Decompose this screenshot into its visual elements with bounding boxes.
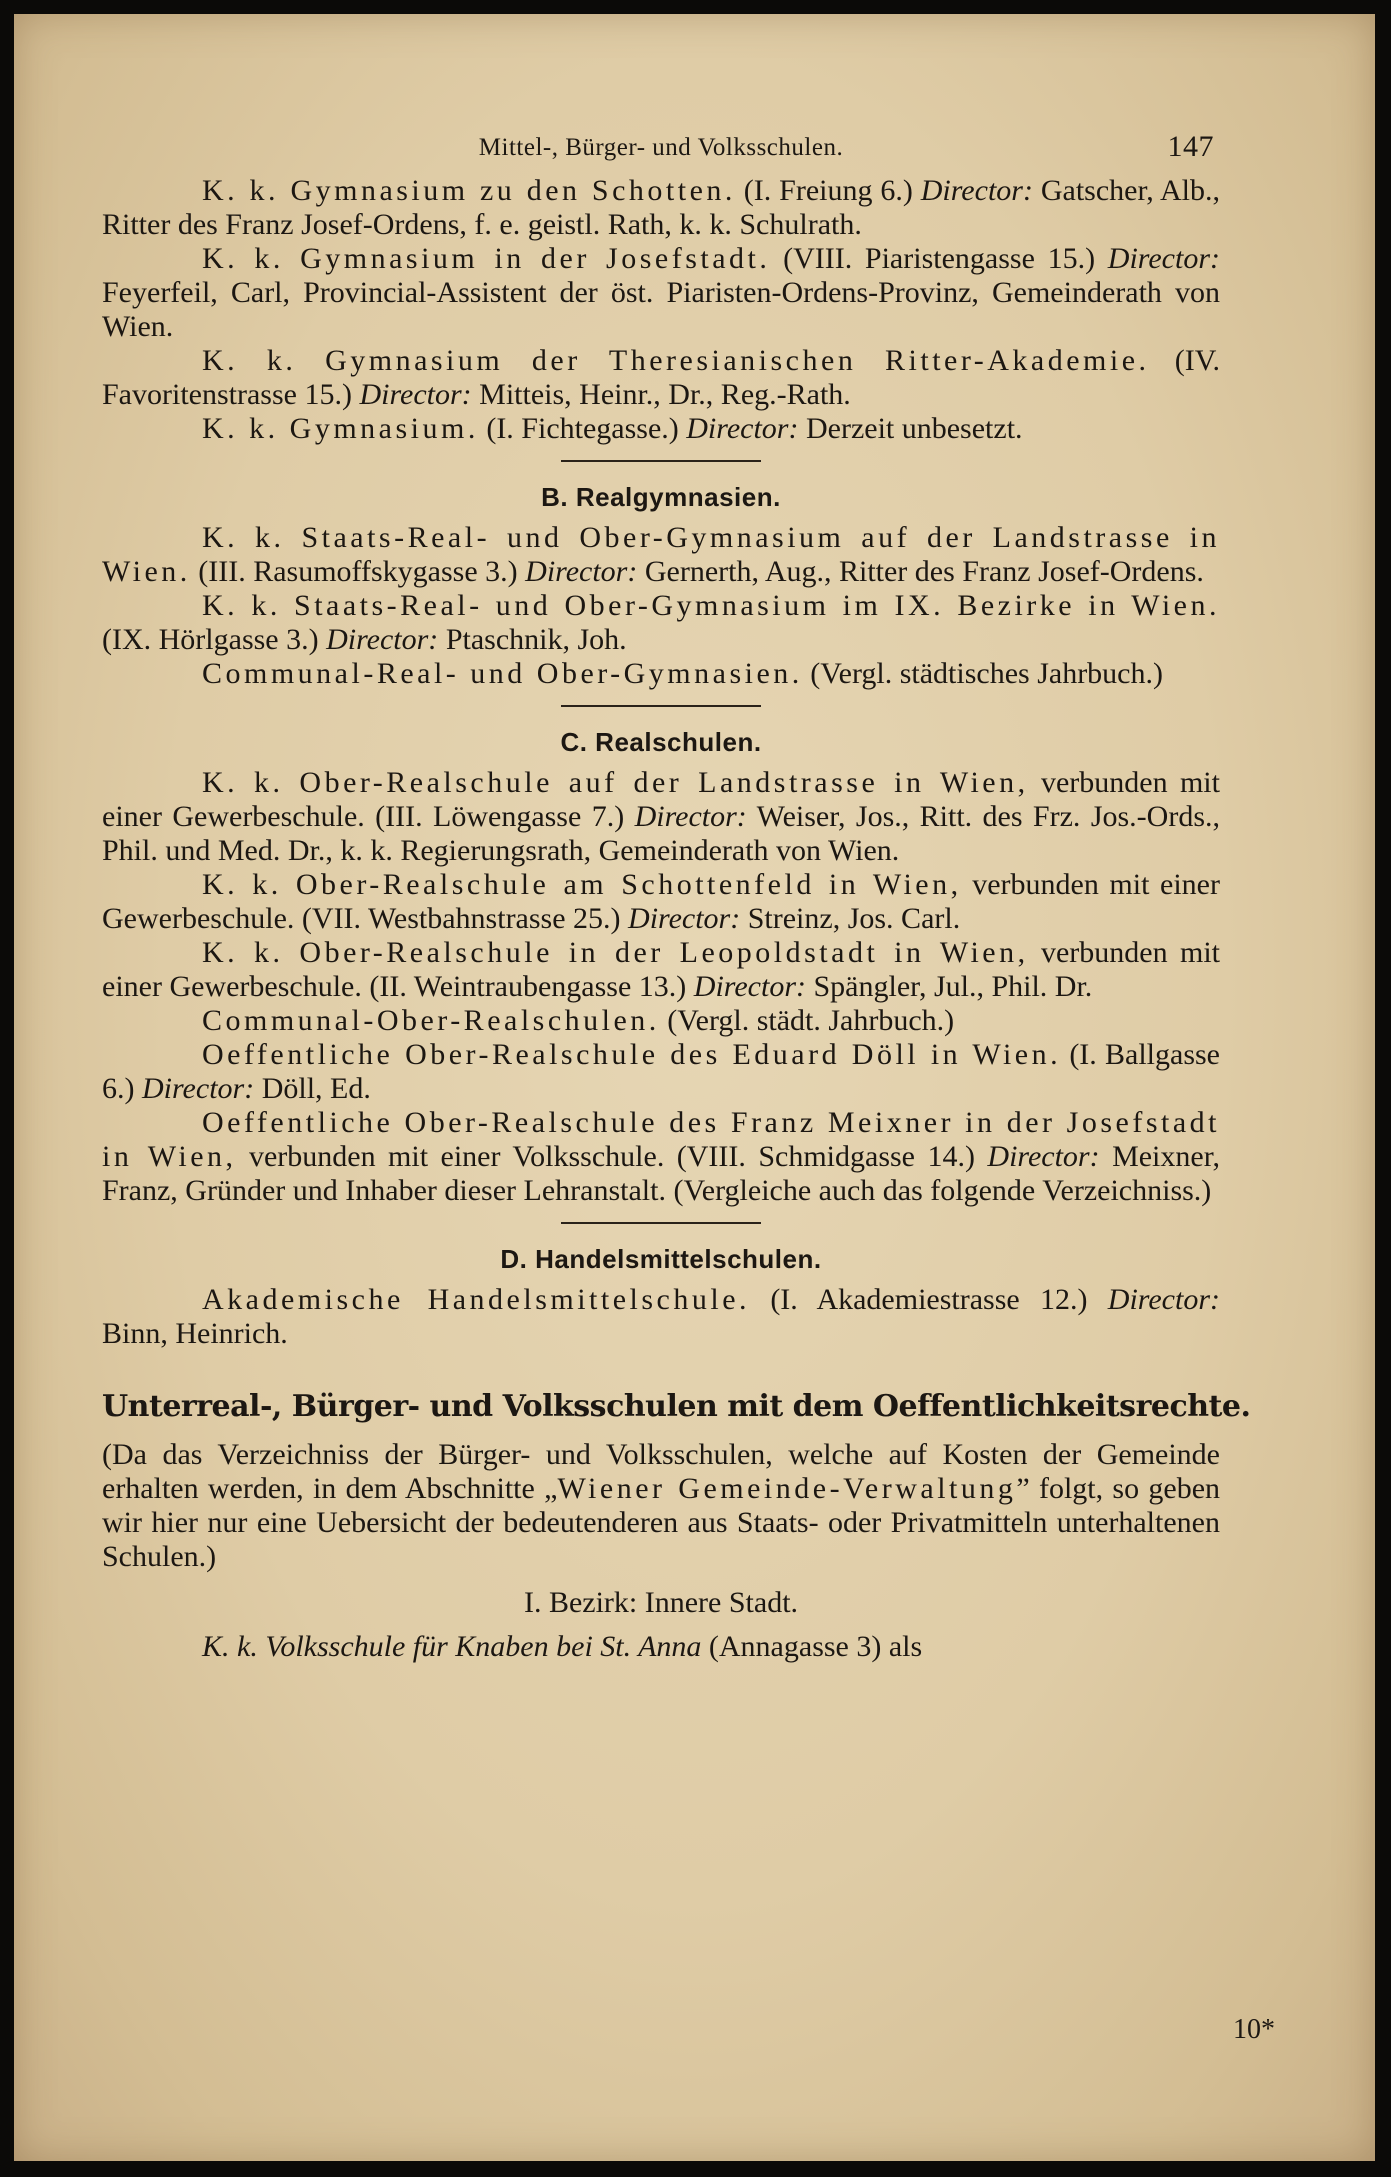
entry-realschule-doell: Oeffentliche Ober-Realschule des Eduard Döll in Wien. (I. Ballgasse 6.) Director: Döll, Ed. (102, 1038, 1220, 1105)
entry-gymnasium-fichtegasse: K. k. Gymnasium. (I. Fichtegasse.) Director: Derzeit unbesetzt. (202, 412, 1023, 445)
section-divider (561, 705, 761, 707)
district-heading: I. Bezirk: Innere Stadt. (523, 1586, 799, 1619)
page-number: 147 (1167, 130, 1214, 163)
entry-volksschule-st-anna: K. k. Volksschule für Knaben bei St. Anna (Annagasse 3) als (202, 1630, 923, 1663)
entry-handelsmittelschule: Akademische Handelsmittelschule. (I. Akademiestrasse 12.) Director: Binn, Heinrich. (102, 1283, 1220, 1350)
catchword-signature: 10* (1233, 2014, 1275, 2045)
section-heading-handelsmittelschulen: D. Handelsmittelschulen. (500, 1244, 822, 1274)
entry-communal-realgymnasien: Communal-Real- und Ober-Gymnasien. (Vergl. städtisches Jahrbuch.) (202, 657, 1163, 690)
entry-gymnasium-theresianum: K. k. Gymnasium der Theresianischen Ritter-Akademie. (IV. Favoritenstrasse 15.) Director: Mitteis, Heinr., Dr., Reg.-Rath. (102, 344, 1220, 411)
section-divider (561, 1222, 761, 1224)
entry-gymnasium-josefstadt: K. k. Gymnasium in der Josefstadt. (VIII. Piaristengasse 15.) Director: Feyerfeil, Carl, Provincial-Assistent der öst. Piaristen-Ordens-Provinz, Gemeinderath von Wien. (102, 242, 1220, 343)
entry-communal-realschulen: Communal-Ober-Realschulen. (Vergl. städt. Jahrbuch.) (202, 1004, 955, 1037)
section-divider (561, 460, 761, 462)
unterreal-intro: (Da das Verzeichniss der Bürger- und Volksschulen, welche auf Kosten der Gemeinde erhalten werden, in dem Abschnitte „Wiener Gemeinde-Verwaltung” folgt, so geben wir hier nur eine Uebersicht der bedeutenderen aus Staats- oder Privatmitteln unterhaltenen Schulen.) (102, 1438, 1221, 1573)
entry-realgymnasium-ix-bezirk: K. k. Staats-Real- und Ober-Gymnasium im IX. Bezirke in Wien. (IX. Hörlgasse 3.) Director: Ptaschnik, Joh. (102, 589, 1220, 656)
section-heading-realgymnasien: B. Realgymnasien. (541, 482, 781, 512)
book-page (14, 14, 1375, 2161)
section-heading-realschulen: C. Realschulen. (560, 727, 762, 757)
entry-gymnasium-schotten: K. k. Gymnasium zu den Schotten. (I. Freiung 6.) Director: Gatscher, Alb., Ritter des Franz Josef-Ordens, f. e. geistl. Rath, k. k. Schulrath. (102, 174, 1220, 241)
running-title: Mittel-, Bürger- und Volksschulen. (478, 134, 844, 161)
running-header (102, 130, 1220, 174)
entry-realschule-schottenfeld: K. k. Ober-Realschule am Schottenfeld in Wien, verbunden mit einer Gewerbeschule. (VII. Westbahnstrasse 25.) Director: Streinz, Jos. Carl. (102, 868, 1220, 935)
text-column (102, 130, 1251, 1664)
chapter-heading-unterreal: Unterreal-, Bürger- und Volksschulen mit dem Oeffentlichkeitsrechte. (102, 1389, 1251, 1424)
entry-realschule-meixner: Oeffentliche Ober-Realschule des Franz Meixner in der Josefstadt in Wien, verbunden mit einer Volksschule. (VIII. Schmidgasse 14.) Director: Meixner, Franz, Gründer und Inhaber dieser Lehranstalt. (Vergleiche auch das folgende Verzeichniss.) (102, 1106, 1220, 1207)
entry-realschule-leopoldstadt: K. k. Ober-Realschule in der Leopoldstadt in Wien, verbunden mit einer Gewerbeschule. (II. Weintraubengasse 13.) Director: Spängler, Jul., Phil. Dr. (102, 936, 1220, 1003)
entry-realschule-landstrasse: K. k. Ober-Realschule auf der Landstrasse in Wien, verbunden mit einer Gewerbeschule. (III. Löwengasse 7.) Director: Weiser, Jos., Ritt. des Frz. Jos.-Ords., Phil. und Med. Dr., k. k. Regierungsrath, Gemeinderath von Wien. (102, 766, 1220, 867)
entry-realgymnasium-landstrasse: K. k. Staats-Real- und Ober-Gymnasium auf der Landstrasse in Wien. (III. Rasumoffskygasse 3.) Director: Gernerth, Aug., Ritter des Franz Josef-Ordens. (102, 521, 1220, 588)
